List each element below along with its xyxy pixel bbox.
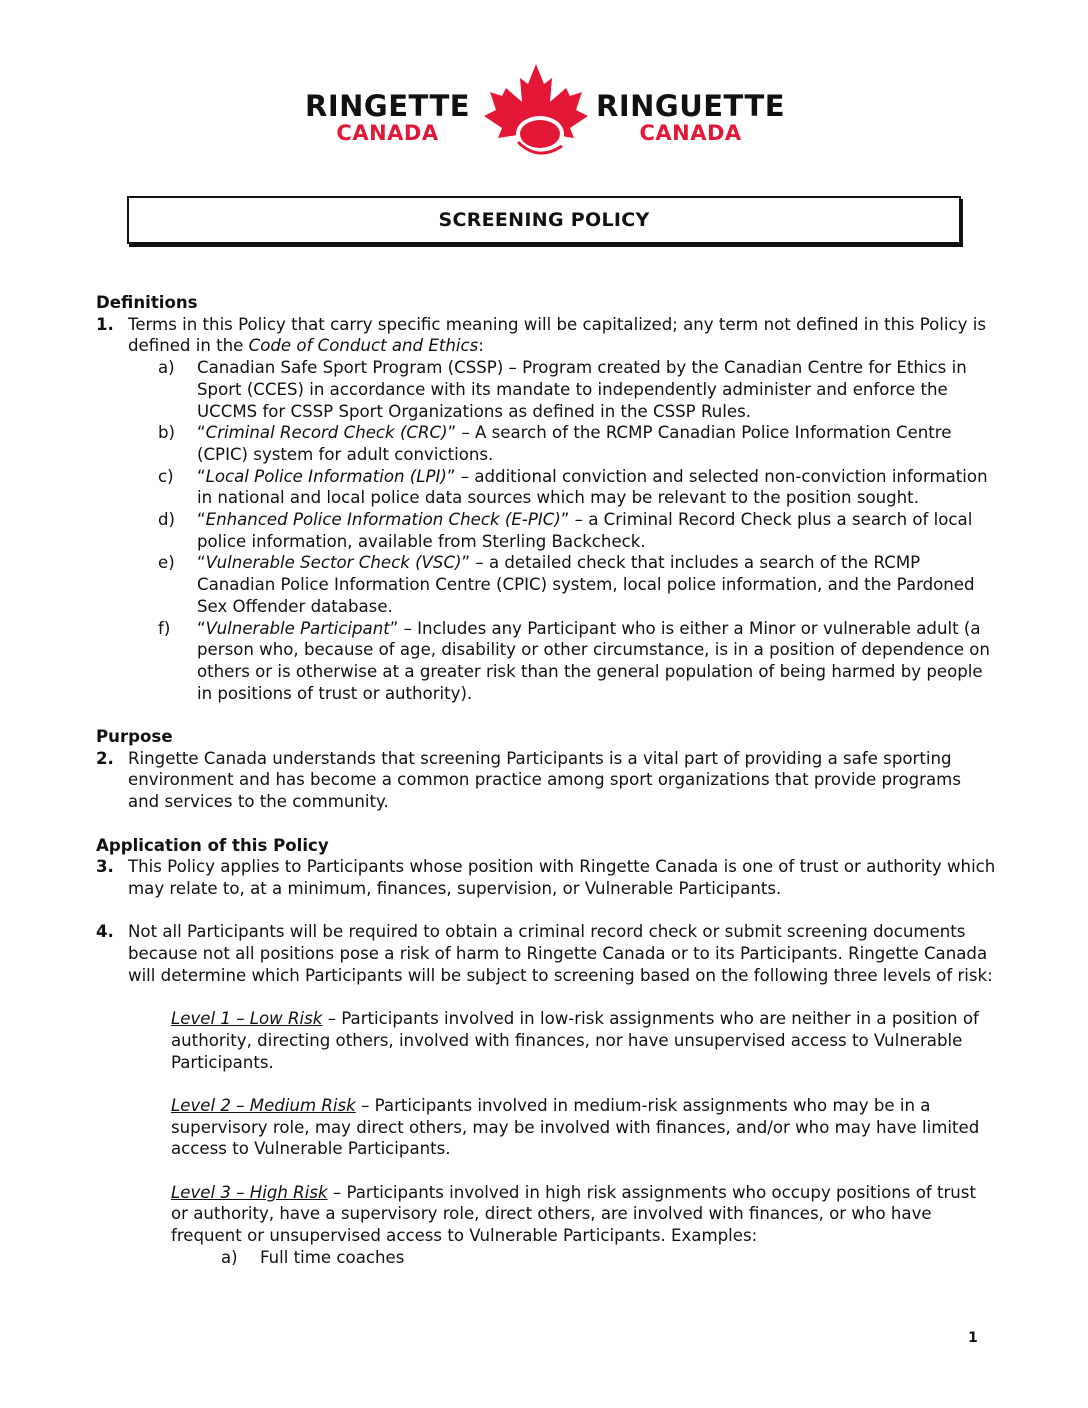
definition-body: ” – additional conviction and selected non-conviction information in national and local police data sources which may be relevant to the position sought.	[197, 466, 988, 508]
spacer	[96, 704, 996, 726]
clause-2	[96, 748, 996, 813]
risk-level-3	[171, 1182, 996, 1247]
definition-item	[158, 422, 996, 465]
clause-number: 2.	[96, 748, 114, 768]
clause-text: Not all Participants will be required to obtain a criminal record check or submit screening documents because not all positions pose a risk of harm to Ringette Canada or to its Participants. Ringette Canada will determine which Participants will be subject to screening based on the following three levels of risk:	[128, 922, 993, 985]
definition-term: Enhanced Police Information Check (E-PIC)	[205, 510, 561, 530]
clause-text: Ringette Canada understands that screening Participants is a vital part of providing a safe sporting environment and has become a common practice among sport organizations that provide programs and services to the community.	[128, 748, 961, 812]
definition-text	[197, 466, 996, 509]
quote-mark: “	[197, 466, 206, 486]
definitions-heading: Definitions	[96, 293, 198, 312]
risk-level-title: Level 1 – Low Risk	[171, 1009, 323, 1029]
definition-item	[158, 618, 996, 705]
page-number: 1	[968, 1330, 978, 1346]
clause-1	[96, 314, 996, 357]
spacer	[96, 986, 996, 1008]
risk-level-title: Level 3 – High Risk	[171, 1182, 328, 1202]
clause-3	[96, 856, 996, 899]
risk-level-2	[171, 1095, 996, 1160]
definition-label: d)	[158, 510, 176, 530]
spacer	[96, 1160, 996, 1182]
definition-label: a)	[158, 358, 175, 378]
definition-body: ” – Includes any Participant who is either a Minor or vulnerable adult (a person who, because of age, disability or other circumstance, is in a position of dependence on others or is otherwise at a greater risk than the general population of being harmed by people in positions of trust or authority).	[197, 618, 990, 703]
definition-item	[158, 552, 996, 617]
logo-text-french	[596, 90, 785, 144]
risk-level-text: – Participants involved in high risk assignments who occupy positions of trust or authority, have a supervisory role, direct others, are involved with finances, or who have frequent or unsupervised access to Vulnerable Participants. Examples:	[171, 1182, 976, 1246]
definition-term: Criminal Record Check (CRC)	[205, 423, 448, 443]
clause-text-part: Terms in this Policy that carry specific meaning will be capitalized; any term not defined in this Policy is defined in the	[128, 314, 986, 356]
definition-term: Local Police Information (LPI)	[205, 466, 447, 486]
definition-label: b)	[158, 423, 176, 443]
maple-leaf-icon	[478, 62, 594, 162]
spacer	[96, 900, 996, 922]
logo-ringette: RINGETTE	[305, 89, 471, 123]
definition-text	[197, 552, 996, 617]
risk-level-1	[171, 1008, 996, 1073]
logo-ringuette: RINGUETTE	[596, 89, 786, 123]
clause-4	[96, 921, 996, 986]
quote-mark: “	[197, 553, 206, 573]
policy-title: SCREENING POLICY	[438, 209, 650, 231]
definition-term: Vulnerable Participant	[205, 618, 390, 638]
example-text: Full time coaches	[260, 1247, 405, 1267]
definition-text	[197, 422, 996, 465]
definition-body: ” – A search of the RCMP Canadian Police Information Centre (CPIC) system for adult convictions.	[197, 423, 952, 464]
definition-body: ” – a Criminal Record Check plus a search of local police information, available from Sterling Backcheck.	[197, 510, 973, 551]
quote-mark: “	[197, 423, 206, 443]
clause-number: 3.	[96, 857, 114, 877]
definition-text	[197, 357, 996, 422]
definition-item	[158, 509, 996, 552]
definition-item	[158, 357, 996, 422]
risk-level-title: Level 2 – Medium Risk	[171, 1095, 356, 1115]
clause-text-part: :	[478, 336, 484, 356]
definition-item	[158, 466, 996, 509]
ringette-canada-logo	[0, 60, 1088, 160]
example-item	[221, 1247, 996, 1269]
risk-level-text: – Participants involved in low-risk assignments who are neither in a position of authority, directing others, involved with finances, nor have unsupervised access to Vulnerable Participants.	[171, 1009, 979, 1072]
definition-label: c)	[158, 466, 174, 486]
clause-number: 1.	[96, 314, 114, 334]
logo-text-english	[305, 90, 470, 144]
spacer	[96, 813, 996, 835]
risk-level-text: – Participants involved in medium-risk assignments who may be in a supervisory role, may direct others, may be involved with finances, and/or who may have limited access to Vulnerable Participants.	[171, 1095, 980, 1159]
definition-label: e)	[158, 553, 175, 573]
logo-canada-en: CANADA	[336, 121, 439, 145]
policy-body	[96, 292, 996, 1269]
spacer	[96, 1073, 996, 1095]
definition-body: Canadian Safe Sport Program (CSSP) – Program created by the Canadian Centre for Ethics in Sport (CCES) in accordance with its mandate to independently administer and enforce the UCCMS for CSSP Sport Organizations as defined in the CSSP Rules.	[197, 358, 967, 421]
definition-label: f)	[158, 618, 171, 638]
logo-canada-fr: CANADA	[639, 121, 742, 145]
quote-mark: “	[197, 618, 206, 638]
application-heading: Application of this Policy	[96, 835, 329, 855]
quote-mark: “	[197, 510, 206, 530]
definition-text	[197, 618, 996, 705]
code-of-conduct-reference: Code of Conduct and Ethics	[248, 336, 479, 356]
definition-text	[197, 509, 996, 552]
policy-title-box	[127, 196, 961, 244]
clause-number: 4.	[96, 922, 114, 942]
definition-term: Vulnerable Sector Check (VSC)	[205, 553, 462, 573]
clause-text	[128, 314, 996, 357]
definition-body: ” – a detailed check that includes a search of the RCMP Canadian Police Information Centre (CPIC) system, local police information, and the Pardoned Sex Offender database.	[197, 553, 975, 616]
clause-text: This Policy applies to Participants whose position with Ringette Canada is one of trust or authority which may relate to, at a minimum, finances, supervision, or Vulnerable Participants.	[128, 857, 996, 898]
purpose-heading: Purpose	[96, 727, 173, 747]
example-label: a)	[221, 1247, 238, 1267]
